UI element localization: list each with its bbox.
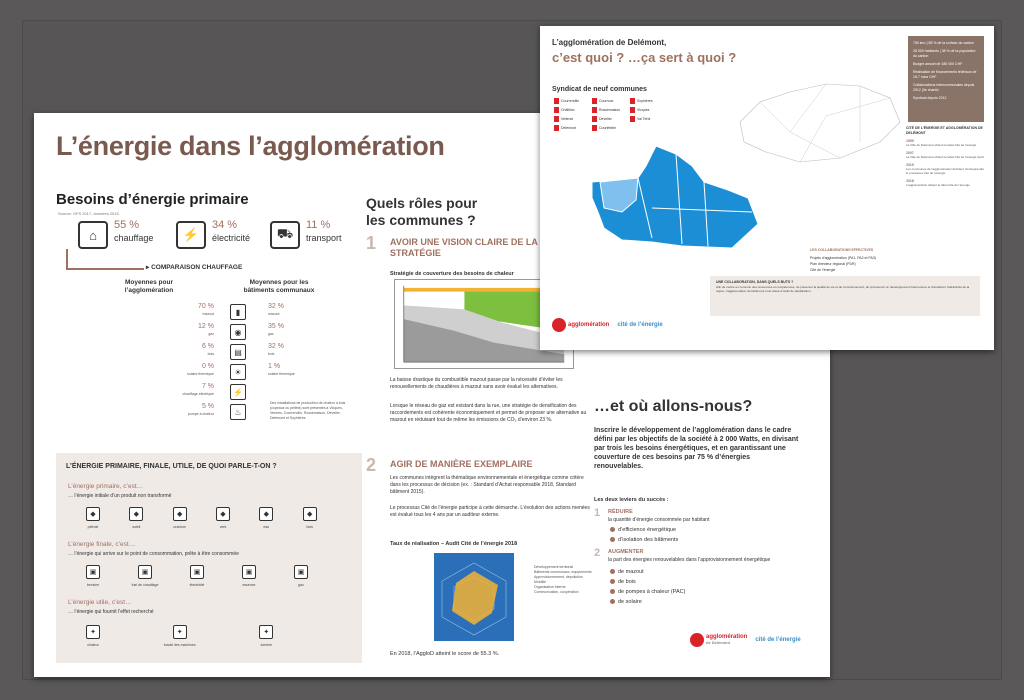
energy-source-icon: ▣ [138, 565, 152, 579]
info-item: 28 000 habitants | 38 % de la population du canton [913, 49, 976, 58]
energy-type-icon: ⚡ [230, 384, 246, 400]
communal-value: 32 % [268, 343, 284, 350]
energy-source-icon: ✦ [86, 625, 100, 639]
logo-name: agglomération [706, 634, 748, 640]
energy-source-label: lumière [260, 643, 273, 647]
collab-item: Cité de l’énergie [810, 268, 836, 272]
collab-heading: LES COLLABORATIONS EFFECTIVES [810, 248, 874, 252]
levier-2-bullet: de bois [610, 579, 636, 585]
commune-item: Rossemaison [592, 107, 620, 113]
agglo-value: 70 % [198, 303, 214, 310]
right-pre-title: L’agglomération de Delémont, [552, 38, 667, 47]
levier-1-heading: RÉDUIRE [608, 509, 633, 515]
commune-item: Delémont [554, 125, 576, 131]
comparaison-note: Des installations de production de chaleur à bois (copeaux ou pellets) sont présentes à Vicques, Vermes, Courrendlin, Rossemaison, Develier, Delémont et Soyhières. [270, 401, 346, 420]
roles-title: Quels rôles pour les communes ? [366, 195, 478, 228]
energy-definition-box [56, 453, 362, 663]
step-1-number: 1 [366, 233, 377, 253]
commune-item: Val Terbi [630, 116, 650, 122]
levier-1-bullet: d’efficience énergétique [610, 527, 676, 533]
finale-heading: L’énergie finale, c’est… [68, 541, 136, 548]
energy-source-label: eau [263, 525, 270, 529]
levier-2-bullet: de mazout [610, 569, 644, 575]
outline-map [730, 72, 906, 172]
step-1-text-1: La baisse drastique du combustible mazout passe par la nécessité d’éviter les renouvellements de chaudières à mazout sans avoir évalué les alternatives. [390, 377, 563, 390]
energy-source-label: gaz [298, 583, 304, 587]
radar-label: Bâtiments communaux, équipements [534, 570, 592, 574]
energy-source-icon: ◆ [216, 507, 230, 521]
commune-item: Develier [592, 116, 612, 122]
timeline [906, 126, 986, 191]
besoin-pct: 34 % [212, 219, 238, 231]
cite-energie-logo: cité de l’énergie [755, 637, 801, 643]
agglo-label: pompe à chaleur [187, 412, 214, 416]
levier-2-bullet: de solaire [610, 599, 642, 605]
energy-source-label: chaleur [87, 643, 99, 647]
connector-line [66, 249, 68, 269]
step-2-number: 2 [366, 455, 377, 475]
allons-text: Inscrire le développement de l’agglomération dans le cadre défini par les objectifs de la société à 2 000 Watts, en divisant par trois les besoins énergétiques, et en garantissant une couverture de ces besoins par 75 % d’énergies renouvelables. [594, 427, 799, 470]
step-1-heading: AVOIR UNE VISION CLAIRE DE LA STRATÉGIE [390, 237, 538, 258]
timeline-text: La Ville de Delémont obtient le label Cité de l’énergie Gold [906, 155, 984, 159]
energy-type-icon: ♨ [230, 404, 246, 420]
radar-label: Communication, coopération [534, 590, 579, 594]
comparaison-row [114, 303, 344, 325]
commune-item: Courrendlin [554, 98, 579, 104]
allons-title: …et où allons-nous? [594, 398, 753, 415]
info-item: 750 km² | 85 % de la surface du canton [913, 41, 974, 45]
energy-source-icon: ◆ [129, 507, 143, 521]
commune-item: Châtillon [554, 107, 575, 113]
commune-item: Vicques [630, 107, 649, 113]
energy-source-icon: ◆ [173, 507, 187, 521]
besoin-pct: 11 % [306, 219, 331, 231]
agglo-label: gaz [208, 332, 214, 336]
utile-text: … l’énergie qui fournit l’effet recherché [68, 609, 154, 615]
step-2-text-2: Le processus Cité de l’énergie participe à cette démarche. L’évolution des actions menées est évalué tous les 4 ans par un auditeur externe. [390, 505, 590, 518]
finale-icons [56, 565, 362, 595]
energy-source-icon: ▣ [190, 565, 204, 579]
communal-label: mazout [268, 312, 280, 316]
agglo-label: solaire thermique [187, 372, 214, 376]
levier-2-number: 2 [594, 547, 601, 559]
collaboration-box [710, 276, 980, 316]
energy-type-icon: ▤ [230, 344, 246, 360]
communal-label: gaz [268, 332, 274, 336]
agglo-value: 0 % [201, 363, 214, 370]
comparaison-row [114, 363, 344, 385]
levier-2-heading: AUGMENTER [608, 549, 644, 555]
comparaison-title: ▸ COMPARAISON CHAUFFAGE [146, 264, 243, 271]
agglo-value: 6 % [201, 343, 214, 350]
collab-item: Plan directeur régional (PDR) [810, 262, 856, 266]
energy-source-label: pétrole [87, 525, 99, 529]
poster-title: L’énergie dans l’agglomération [56, 131, 445, 161]
timeline-year: 2007 [906, 151, 914, 155]
agglomeration-logo [690, 633, 801, 647]
agglo-label: mazout [202, 312, 214, 316]
collaboration-text: Afin de mettre en commun des ressources et compétences, de préserver la qualité de vie et de l’environnement, de promouvoir un développement harmonieux et d’améliorer l’attractivité de la région, l’agglomération de Delémont s’est dotée d’outils de planification. [716, 285, 970, 293]
energy-type-icon: ◉ [230, 324, 246, 340]
energy-source-icon: ✦ [173, 625, 187, 639]
timeline-year: 2015 [906, 163, 914, 167]
energy-source-label: vent [219, 525, 227, 529]
radar-label: Organisation interne [534, 585, 566, 589]
logo-mark-icon [552, 318, 566, 332]
agglo-label: chauffage électrique [182, 392, 214, 396]
timeline-text: Les communes de l’agglomération décident d’entreprendre le processus Cité de l’énergie [906, 167, 985, 175]
energy-source-label: fuel de chauffage [131, 583, 159, 587]
poster-agglomeration [540, 26, 994, 350]
levier-1-text: la quantité d’énergie consommée par habitant [608, 517, 710, 523]
energy-source-icon: ✦ [259, 625, 273, 639]
agglo-value: 5 % [201, 403, 214, 410]
levier-2-bullet: de pompes à chaleur (PAC) [610, 589, 685, 595]
timeline-year: 1999 [906, 139, 914, 143]
levier-1-bullet: d’isolation des bâtiments [610, 537, 678, 543]
besoins-source: Source: OFS 2017, données 2015 [58, 211, 119, 216]
agglomeration-logo-right [552, 318, 663, 332]
collab-item: Projets d’agglomération (PA1, PA2 et PA3) [810, 256, 876, 260]
comparaison-title-text: COMPARAISON CHAUFFAGE [151, 264, 243, 271]
utile-heading: L’énergie utile, c’est… [68, 599, 132, 606]
besoin-label: chauffage [114, 233, 154, 243]
energy-source-icon: ▣ [294, 565, 308, 579]
agglo-value: 7 % [201, 383, 214, 390]
primaire-text: … l’énergie initiale d’un produit non transformé [68, 493, 172, 499]
col-left-header: Moyennes pour l’agglomération [124, 279, 174, 294]
timeline-year: 2018 [906, 179, 914, 183]
info-item: Budget annuel de 180 000 CHF [913, 62, 963, 66]
logo-name: agglomération [568, 322, 610, 328]
step-2-heading: AGIR DE MANIÈRE EXEMPLAIRE [390, 459, 533, 469]
radar-label: Approvisionnement, dépollution [534, 575, 583, 579]
communal-label: solaire thermique [268, 372, 295, 376]
plug-icon: ⚡ [176, 221, 206, 249]
energy-source-label: électricité [189, 583, 205, 587]
energy-source-label: essence [242, 583, 256, 587]
energy-source-icon: ▣ [86, 565, 100, 579]
timeline-heading: CITÉ DE L’ÉNERGIE ET AGGLOMÉRATION DE DELÉMONT [906, 126, 983, 135]
audit-score: En 2018, l’AggloD atteint le score de 55.3 %. [390, 651, 500, 657]
energy-source-label: soleil [132, 525, 141, 529]
utile-icons [56, 625, 362, 655]
communal-label: bois [268, 352, 275, 356]
info-item: Réalisation de financements fédéraux de 15.7 mios CHF [913, 70, 977, 79]
besoin-label: transport [306, 233, 342, 243]
energy-source-icon: ◆ [259, 507, 273, 521]
radar-chart [414, 549, 534, 645]
radar-label: Mobilité [534, 580, 547, 584]
energy-source-icon: ▣ [242, 565, 256, 579]
right-title: c’est quoi ? …ça sert à quoi ? [552, 50, 737, 65]
timeline-text: L’agglomération obtient le label Cité de l’énergie [906, 183, 970, 187]
energy-source-icon: ◆ [86, 507, 100, 521]
communal-value: 1 % [268, 363, 281, 370]
primaire-icons [56, 507, 362, 537]
info-item: Syndicat depuis 2012 [913, 96, 947, 100]
communal-value: 32 % [268, 303, 284, 310]
commune-item: Vellerat [554, 116, 573, 122]
comparaison-row [114, 343, 344, 365]
agglo-value: 12 % [198, 323, 214, 330]
agglo-label: bois [207, 352, 214, 356]
leviers-title: Les deux leviers du succès : [594, 497, 669, 503]
col-right-header: Moyennes pour les bâtiments communaux [243, 279, 315, 294]
commune-item: Courtételle [592, 125, 616, 131]
energy-source-label: bois [306, 525, 313, 529]
energy-type-icon: ☀ [230, 364, 246, 380]
info-item: Collaborations intercommunales depuis 2012 (3e charte) [913, 83, 975, 92]
step-2-text-1: Les communes intègrent la thématique environnementale et énergétique comme critère dans les processus de décision (ex. : Standard d’Achat responsable 2018, Standard bâtiment 2015). [390, 475, 584, 495]
connector-line [66, 268, 144, 270]
house-icon: ⌂ [78, 221, 108, 249]
besoin-label: électricité [212, 233, 251, 243]
chart-title: Stratégie de couverture des besoins de chaleur [390, 271, 514, 277]
communal-value: 35 % [268, 323, 284, 330]
logo-mark-icon [690, 633, 704, 647]
energy-source-icon: ◆ [303, 507, 317, 521]
comparaison-row [114, 323, 344, 345]
energy-source-label: uranium [173, 525, 186, 529]
syndicat-title: Syndicat de neuf communes [552, 86, 647, 93]
radar-label: Développement territorial [534, 565, 574, 569]
besoins-title: Besoins d’énergie primaire [56, 191, 249, 208]
energy-source-label: benzine [86, 583, 100, 587]
radar-labels [534, 565, 594, 595]
cite-energie-logo: cité de l’énergie [617, 322, 663, 328]
collaboration-heading: UNE COLLABORATION, DANS QUELS BUTS ? [716, 280, 794, 284]
primaire-heading: L’énergie primaire, c’est… [68, 483, 144, 490]
energy-type-icon: ▮ [230, 304, 246, 320]
levier-2-text: la part des énergies renouvelables dans l’approvisionnement énergétique [608, 557, 771, 563]
car-icon: ⛟ [270, 221, 300, 249]
timeline-text: La Ville de Delémont obtient le label Cité de l’énergie [906, 143, 977, 147]
levier-1-number: 1 [594, 507, 601, 519]
commune-item: Courroux [592, 98, 613, 104]
logo-sub: de Delémont [706, 640, 731, 645]
energy-box-title: L’ÉNERGIE PRIMAIRE, FINALE, UTILE, DE QUOI PARLE-T-ON ? [66, 463, 277, 470]
besoin-pct: 55 % [114, 219, 140, 231]
finale-text: … l’énergie qui arrive sur le point de consommation, prête à être consommée [68, 551, 239, 557]
energy-source-label: travail des machines [163, 643, 196, 647]
commune-item: Soyhières [630, 98, 653, 104]
info-box [908, 36, 984, 122]
taux-title: Taux de réalisation – Audit Cité de l’énergie 2018 [390, 541, 518, 547]
step-1-text-2: Lorsque le réseau de gaz est existant dans la rue, une stratégie de densification des raccordements est cohérente économiquement et permet de proposer une alternative au mazout en réduisant tout de même les émissions de CO₂ d’environ 23 %. [390, 403, 587, 423]
